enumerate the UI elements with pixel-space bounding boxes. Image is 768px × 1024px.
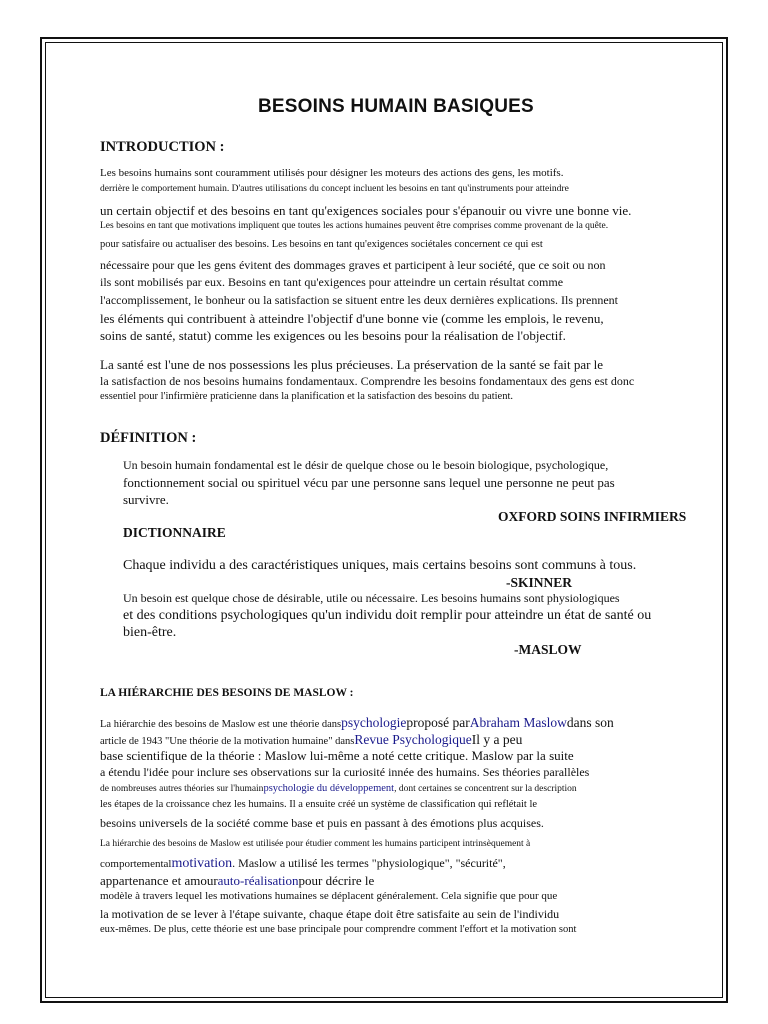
hierarchy-line bbox=[100, 733, 522, 748]
intro-line: l'accomplissement, le bonheur ou la satisfaction se situent entre les deux dernières explications. Ils prennent bbox=[100, 293, 619, 307]
author-maslow: -MASLOW bbox=[514, 642, 582, 657]
intro-line: les éléments qui contribuent à atteindre l'objectif d'une bonne vie (comme les emplois, le revenu, bbox=[100, 311, 604, 326]
hierarchy-line bbox=[100, 716, 614, 731]
hierarchy-text: Il y a peu bbox=[471, 732, 523, 747]
intro-line: pour satisfaire ou actualiser des besoins. Les besoins en tant qu'exigences sociétales concernent ce qui est bbox=[100, 239, 543, 250]
hierarchy-text: . Maslow a utilisé les termes "physiologique", "sécurité", bbox=[232, 856, 506, 870]
intro-line: nécessaire pour que les gens évitent des dommages graves et participent à leur société, que ce soit ou non bbox=[100, 258, 606, 272]
hierarchy-line bbox=[100, 784, 577, 795]
link-psychologie[interactable]: psychologie bbox=[341, 715, 407, 730]
intro-line: la satisfaction de nos besoins humains fondamentaux. Comprendre les besoins fondamentaux des gens est donc bbox=[100, 374, 635, 388]
hierarchy-text: article de 1943 "Une théorie de la motivation humaine" dans bbox=[100, 736, 355, 747]
intro-line: Les besoins humains sont couramment utilisés pour désigner les moteurs des actions des gens, les motifs. bbox=[100, 167, 564, 179]
hierarchy-text: de nombreuses autres théories sur l'humain bbox=[100, 784, 264, 794]
intro-line: derrière le comportement humain. D'autres utilisations du concept incluent les besoins en tant qu'instruments pour atteindre bbox=[100, 184, 569, 194]
hierarchy-line bbox=[100, 857, 506, 871]
document-title: BESOINS HUMAIN BASIQUES bbox=[258, 96, 534, 117]
hierarchy-line: les étapes de la croissance chez les humains. Il a ensuite créé un système de classification qui reflétait le bbox=[100, 799, 538, 810]
definition-heading: DÉFINITION : bbox=[100, 430, 197, 446]
hierarchy-line: besoins universels de la société comme base et puis en passant à des émotions plus acquises. bbox=[100, 816, 544, 830]
intro-line: ils sont mobilisés par eux. Besoins en tant qu'exigences pour atteindre un certain résultat comme bbox=[100, 275, 564, 289]
intro-line: soins de santé, statut) comme les exigences ou les besoins pour la réalisation de l'objectif. bbox=[100, 328, 566, 343]
maslow-quote-line: et des conditions psychologiques qu'un individu doit remplir pour atteindre un état de santé ou bbox=[123, 608, 652, 623]
skinner-quote: Chaque individu a des caractéristiques uniques, mais certains besoins sont communs à tous. bbox=[123, 558, 637, 573]
hierarchy-line: a étendu l'idée pour inclure ses observations sur la curiosité innée des humains. Ses théories parallèles bbox=[100, 765, 590, 779]
intro-line: La santé est l'une de nos possessions les plus précieuses. La préservation de la santé se fait par le bbox=[100, 357, 604, 372]
intro-line: un certain objectif et des besoins en tant qu'exigences sociales pour s'épanouir ou vivre une bonne vie. bbox=[100, 203, 632, 218]
link-auto-realisation[interactable]: auto-réalisation bbox=[217, 873, 299, 888]
hierarchy-line: la motivation de se lever à l'étape suivante, chaque étape doit être satisfaite au sein de l'individu bbox=[100, 907, 560, 921]
hierarchy-text: appartenance et amour bbox=[100, 873, 218, 888]
hierarchy-text: dans son bbox=[566, 715, 614, 730]
definition-line: Un besoin humain fondamental est le désir de quelque chose ou le besoin biologique, psychologique, bbox=[123, 458, 609, 472]
hierarchy-heading: LA HIÉRARCHIE DES BESOINS DE MASLOW : bbox=[100, 687, 354, 699]
hierarchy-line bbox=[100, 874, 374, 887]
hierarchy-text: comportemental bbox=[100, 858, 172, 870]
source-dictionary: DICTIONNAIRE bbox=[123, 525, 226, 540]
link-abraham-maslow[interactable]: Abraham Maslow bbox=[469, 715, 567, 730]
intro-line: essentiel pour l'infirmière praticienne dans la planification et la satisfaction des besoins du patient. bbox=[100, 391, 514, 402]
hierarchy-text: La hiérarchie des besoins de Maslow est une théorie dans bbox=[100, 719, 342, 730]
hierarchy-line: modèle à travers lequel les motivations humaines se déplacent généralement. Cela signifie que pour que bbox=[100, 890, 558, 902]
introduction-heading: INTRODUCTION : bbox=[100, 139, 225, 155]
definition-line: fonctionnement social ou spirituel vécu par une personne sans lequel une personne ne peut pas bbox=[123, 475, 615, 490]
link-revue-psychologique[interactable]: Revue Psychologique bbox=[354, 732, 472, 747]
link-psychologie-developpement[interactable]: psychologie du développement bbox=[263, 783, 395, 794]
hierarchy-line: La hiérarchie des besoins de Maslow est utilisée pour étudier comment les humains participent intrinsèquement à bbox=[100, 839, 531, 849]
hierarchy-text: pour décrire le bbox=[298, 873, 375, 888]
hierarchy-line: eux-mêmes. De plus, cette théorie est une base principale pour comprendre comment l'effort et la motivation sont bbox=[100, 924, 577, 935]
hierarchy-text: , dont certaines se concentrent sur la description bbox=[394, 784, 577, 794]
link-motivation[interactable]: motivation bbox=[171, 856, 233, 871]
hierarchy-text: proposé par bbox=[406, 715, 470, 730]
author-skinner: -SKINNER bbox=[506, 575, 573, 590]
definition-line: survivre. bbox=[123, 492, 169, 507]
hierarchy-line: base scientifique de la théorie : Maslow lui-même a noté cette critique. Maslow par la suite bbox=[100, 748, 574, 763]
maslow-quote-line: Un besoin est quelque chose de désirable, utile ou nécessaire. Les besoins humains sont physiologiques bbox=[123, 591, 620, 605]
maslow-quote-line: bien-être. bbox=[123, 625, 177, 640]
intro-line: Les besoins en tant que motivations impliquent que toutes les actions humaines peuvent être comprises comme provenant de la quête. bbox=[100, 221, 609, 231]
source-oxford: OXFORD SOINS INFIRMIERS bbox=[498, 509, 687, 524]
